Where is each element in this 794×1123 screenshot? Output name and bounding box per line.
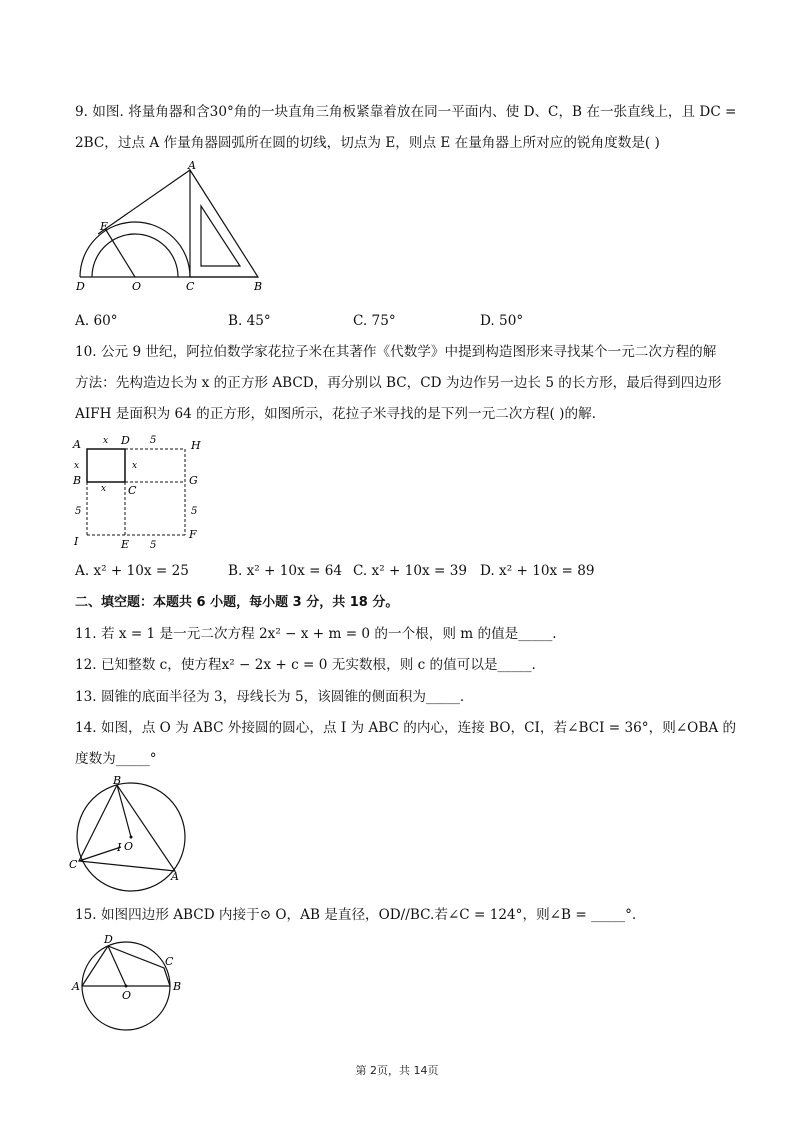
q10-figure xyxy=(70,432,210,554)
q10-text-line2: 方法：先构造边长为 x 的正方形 ABCD，再分别以 BC，CD 为边作另一边长 5 的长方形，最后得到四边形 xyxy=(75,375,722,391)
q14-figure xyxy=(65,775,195,893)
q12-text: 12. 已知整数 c，使方程x² − 2x + c = 0 无实数根，则 c 的值可以是_____. xyxy=(75,657,536,673)
q15-label-a: A xyxy=(72,980,80,993)
q9-label-o: O xyxy=(132,280,142,293)
q9-label-d: D xyxy=(76,280,85,293)
q15-text: 15. 如图四边形 ABCD 内接于⊙ O，AB 是直径，OD//BC.若∠C = 124°，则∠B = _____°. xyxy=(75,907,637,923)
q14-label-o: O xyxy=(124,840,134,853)
q10-label-d: D xyxy=(121,434,130,447)
q14-label-b: B xyxy=(113,775,122,787)
q14-label-c: C xyxy=(69,858,78,871)
q14-text-line1: 14. 如图，点 O 为 ABC 外接圆的圆心，点 I 为 ABC 的内心，连接 BO，CI，若∠BCI = 36°，则∠OBA 的 xyxy=(75,720,737,736)
q10-label-i: I xyxy=(74,535,79,548)
q10-label-b: B xyxy=(73,474,82,487)
q10-label-x-top: x xyxy=(103,436,109,446)
q10-label-c: C xyxy=(128,484,137,497)
q15-label-c: C xyxy=(165,955,174,968)
q9-label-e: E xyxy=(100,220,109,233)
q14-text-line2: 度数为_____° xyxy=(75,751,157,767)
q10-label-5-right: 5 xyxy=(191,506,198,517)
q10-option-a[interactable]: A. x² + 10x = 25 xyxy=(75,563,189,579)
q9-figure xyxy=(70,160,270,295)
q10-text-line3: AIFH 是面积为 64 的正方形，如图所示，花拉子米寻找的是下列一元二次方程( )的解. xyxy=(75,406,596,422)
q9-option-d[interactable]: D. 50° xyxy=(480,313,524,329)
q11-text: 11. 若 x = 1 是一元二次方程 2x² − x + m = 0 的一个根，则 m 的值是_____. xyxy=(75,626,557,642)
q10-label-5-top: 5 xyxy=(150,435,157,446)
q10-option-c[interactable]: C. x² + 10x = 39 xyxy=(353,563,468,579)
q9-option-c[interactable]: C. 75° xyxy=(353,313,396,329)
q10-text-line1: 10. 公元 9 世纪，阿拉伯数学家花拉子米在其著作《代数学》中提到构造图形来寻找某个一元二次方程的解 xyxy=(75,344,717,360)
q10-label-x-left: x xyxy=(74,461,80,471)
page-footer: 第 2页，共 14页 xyxy=(355,1064,439,1077)
q9-label-a: A xyxy=(188,160,196,172)
q10-label-e: E xyxy=(121,538,130,551)
q9-option-a[interactable]: A. 60° xyxy=(75,313,118,329)
q15-label-d: D xyxy=(104,933,113,946)
q10-label-h: H xyxy=(191,439,201,452)
q10-label-a: A xyxy=(73,438,81,451)
q10-label-f: F xyxy=(189,528,197,541)
q13-text: 13. 圆锥的底面半径为 3，母线长为 5，该圆锥的侧面积为_____. xyxy=(75,689,465,705)
q9-label-b: B xyxy=(254,280,263,293)
q10-option-d[interactable]: D. x² + 10x = 89 xyxy=(480,563,595,579)
q14-label-i: I xyxy=(117,841,122,854)
q15-label-b: B xyxy=(173,980,182,993)
q15-figure xyxy=(68,932,188,1032)
section-heading: 二、填空题：本题共 6 小题，每小题 3 分，共 18 分。 xyxy=(75,595,399,610)
q15-label-o: O xyxy=(122,989,132,1002)
q10-label-x-inner: x xyxy=(132,461,138,471)
q10-label-5-bottom: 5 xyxy=(150,540,157,551)
q9-option-b[interactable]: B. 45° xyxy=(228,313,271,329)
q10-label-5-left: 5 xyxy=(75,506,82,517)
q9-text-line2: 2BC，过点 A 作量角器圆弧所在圆的切线，切点为 E，则点 E 在量角器上所对应的锐角度数是( ) xyxy=(75,135,660,151)
q9-label-c: C xyxy=(186,280,195,293)
q10-label-x-bottom: x xyxy=(101,484,107,494)
q14-label-a: A xyxy=(171,870,179,883)
q10-label-g: G xyxy=(189,474,198,487)
q9-text-line1: 9. 如图. 将量角器和含30°角的一块直角三角板紧靠着放在同一平面内、使 D、C，B 在一张直线上，且 DC = xyxy=(75,104,737,120)
q10-option-b[interactable]: B. x² + 10x = 64 xyxy=(228,563,343,579)
